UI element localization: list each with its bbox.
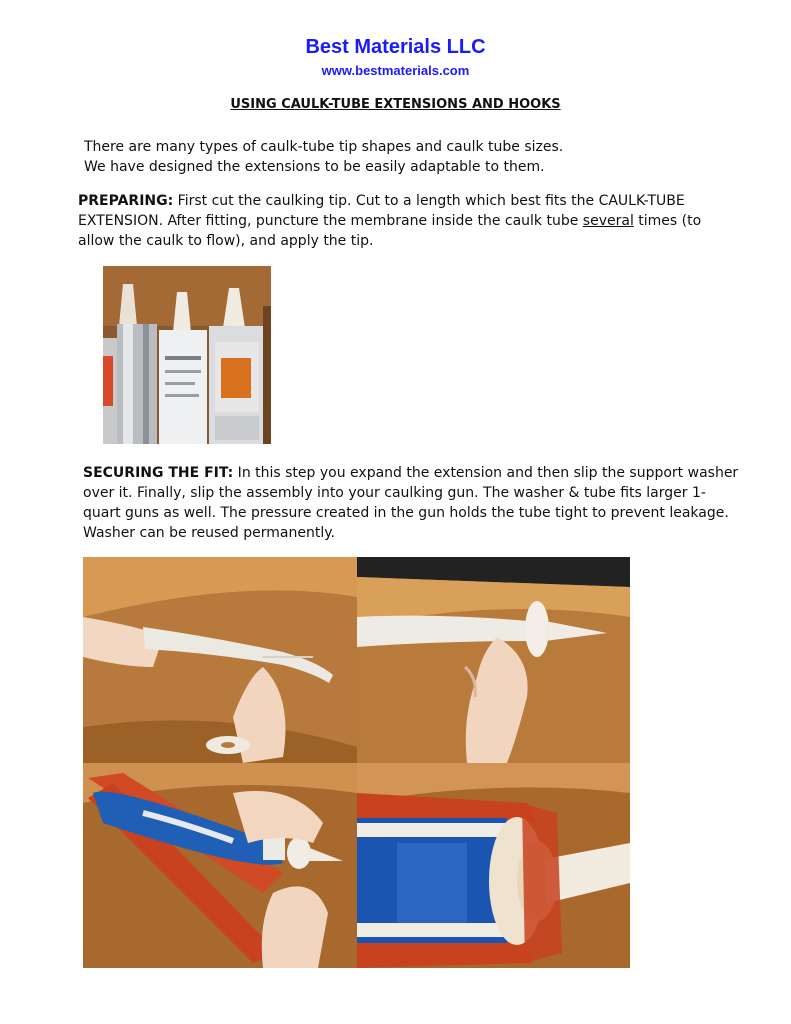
securing-paragraph: [83, 463, 743, 543]
extension-and-washer-photo: [83, 557, 357, 763]
caulk-tubes-image: [103, 266, 271, 444]
intro-paragraph: [84, 137, 724, 177]
washer-on-extension-photo: [357, 557, 630, 763]
preparing-label: PREPARING:: [78, 193, 174, 209]
caulk-tubes-photo: [103, 266, 271, 444]
securing-label: SECURING THE FIT:: [83, 465, 234, 481]
step-photo-assembled: [357, 763, 630, 968]
intro-line-1: There are many types of caulk-tube tip shapes and caulk tube sizes.: [84, 139, 564, 155]
company-name: Best Materials LLC: [305, 36, 486, 58]
preparing-underlined-word: several: [582, 213, 634, 229]
assembled-gun-photo: [357, 763, 630, 968]
document-title: USING CAULK-TUBE EXTENSIONS AND HOOKS: [230, 97, 561, 112]
tube-into-gun-photo: [83, 763, 357, 968]
preparing-text-a: First cut the caulking tip. Cut to a length which best fits the CAULK-TUBE EXTENSION. After fitting, puncture the membrane inside the caulk tube: [78, 193, 685, 229]
intro-line-2: We have designed the extensions to be easily adaptable to them.: [84, 159, 545, 175]
company-website: www.bestmaterials.com: [321, 63, 470, 78]
preparing-text-b: times (to allow the caulk to flow), and apply the tip.: [78, 213, 702, 249]
preparing-paragraph: [78, 191, 738, 251]
step-photo-washer: [357, 557, 630, 763]
securing-text: In this step you expand the extension and then slip the support washer over it. Finally, slip the assembly into your caulking gun. The washer & tube fits larger 1-quart guns as well. The pressure created in the gun holds the tube tight to prevent leakage. Washer can be reused permanently.: [83, 465, 739, 541]
step-photo-tube-into-gun: [83, 763, 357, 968]
step-photo-extension: [83, 557, 357, 763]
